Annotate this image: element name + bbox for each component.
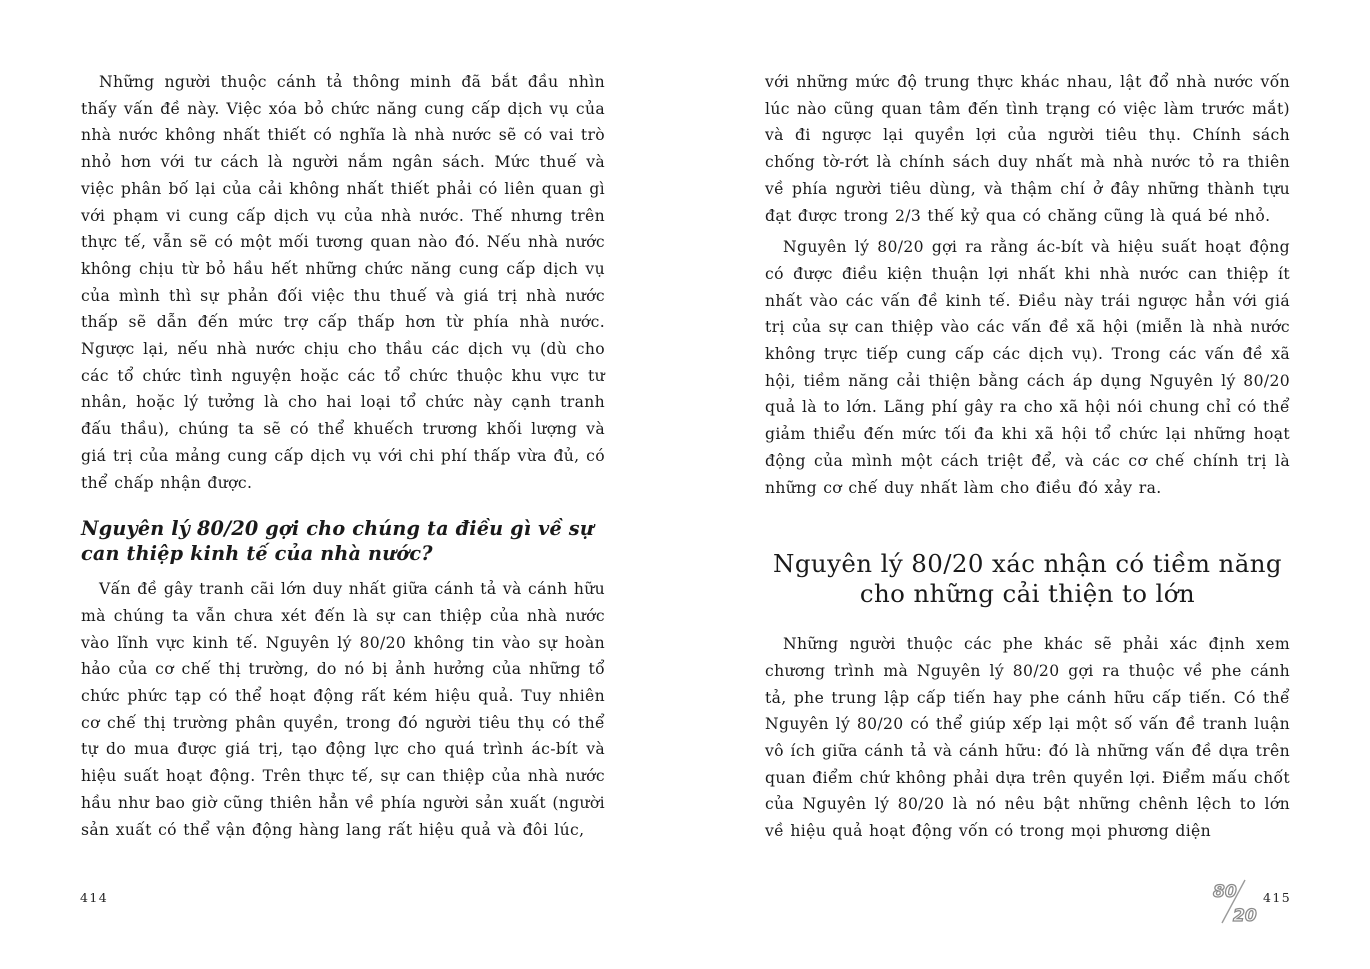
left-paragraph-2: Vấn đề gây tranh cãi lớn duy nhất giữa cánh tả và cánh hữu mà chúng ta vẫn chưa xét đến là sự can thiệp của nhà nước vào lĩnh vực kinh tế. Nguyên lý 80/20 không tin vào sự hoàn hảo của cơ chế thị trường, do nó bị ảnh hưởng của những tổ chức phức tạp có thể hoạt động rất kém hiệu quả. Tuy nhiên cơ chế thị trường phân quyền, trong đó người tiêu thụ có thể tự do mua được giá trị, tạo động lực cho quá trình ác-bít và hiệu suất hoạt động. Trên thực tế, sự can thiệp của nhà nước hầu như bao giờ cũng thiên hẳn về phía người sản xuất (người sản xuất có thể vận động hàng lang rất hiệu quả và đôi lúc, [81, 580, 605, 839]
book-logo-80-20 [1212, 877, 1262, 925]
section-heading [765, 549, 1290, 609]
section-heading-line-1: Nguyên lý 80/20 xác nhận có tiềm năng [772, 549, 1282, 579]
left-text-column [81, 69, 605, 843]
logo-top-number: 80 [1213, 882, 1237, 902]
right-page [685, 0, 1370, 969]
right-paragraph-1: với những mức độ trung thực khác nhau, lật đổ nhà nước vốn lúc nào cũng quan tâm đến tình trạng có việc làm trước mắt) và đi ngược lại quyền lợi của người tiêu thụ. Chính sách chống tờ-rớt là chính sách duy nhất mà nhà nước tỏ ra thiên về phía người tiêu dùng, và thậm chí ở đây những thành tựu đạt được trong 2/3 thế kỷ qua có chăng cũng là quá bé nhỏ. [765, 73, 1290, 225]
right-page-number: 415 [1263, 890, 1292, 905]
logo-bottom-number: 20 [1233, 906, 1257, 925]
right-text-column [765, 69, 1290, 845]
right-paragraph-2: Nguyên lý 80/20 gợi ra rằng ác-bít và hiệu suất hoạt động có được điều kiện thuận lợi nhất khi nhà nước can thiệp ít nhất vào các vấn đề kinh tế. Điều này trái ngược hẳn với giá trị của sự can thiệp vào các vấn đề xã hội (miễn là nhà nước không trực tiếp cung cấp các dịch vụ). Trong các vấn đề xã hội, tiềm năng cải thiện bằng cách áp dụng Nguyên lý 80/20 quả là to lớn. Lãng phí gây ra cho xã hội nói chung chỉ có thể giảm thiểu đến mức tối đa khi xã hội tổ chức lại những hoạt động của mình một cách triệt để, và các cơ chế chính trị là những cơ chế duy nhất làm cho điều đó xảy ra. [765, 238, 1290, 497]
right-paragraph-3: Những người thuộc các phe khác sẽ phải xác định xem chương trình mà Nguyên lý 80/20 gợi ra thuộc về phe cánh tả, phe trung lập cấp tiến hay phe cánh hữu cấp tiến. Có thể Nguyên lý 80/20 có thể giúp xếp lại một số vấn đề tranh luận vô ích giữa cánh tả và cánh hữu: đó là những vấn đề dựa trên quan điểm chứ không phải dựa trên quyền lợi. Điểm mấu chốt của Nguyên lý 80/20 là nó nêu bật những chênh lệch to lớn về hiệu quả hoạt động vốn có trong mọi phương diện [765, 635, 1290, 841]
section-heading-line-2: cho những cải thiện to lớn [859, 579, 1196, 609]
left-paragraph-1: Những người thuộc cánh tả thông minh đã bắt đầu nhìn thấy vấn đề này. Việc xóa bỏ chức năng cung cấp dịch vụ của nhà nước không nhất thiết có nghĩa là nhà nước sẽ có vai trò nhỏ hơn với tư cách là người nắm ngân sách. Mức thuế và việc phân bố lại của cải không nhất thiết phải có liên quan gì với phạm vi cung cấp dịch vụ của nhà nước. Thế nhưng trên thực tế, vẫn sẽ có một mối tương quan nào đó. Nếu nhà nước không chịu từ bỏ hầu hết những chức năng cung cấp dịch vụ của mình thì sự phản đối việc thu thuế và giá trị nhà nước thấp sẽ dẫn đến mức trợ cấp thấp hơn từ phía nhà nước. Ngược lại, nếu nhà nước chịu cho thầu các dịch vụ (dù cho các tổ chức tình nguyện hoặc các tổ chức thuộc khu vực tư nhân, hoặc lý tưởng là cho hai loại tổ chức này cạnh tranh đấu thầu), chúng ta sẽ có thể khuếch trương khối lượng và giá trị của mảng cung cấp dịch vụ với chi phí thấp vừa đủ, có thể chấp nhận được. [81, 73, 605, 492]
left-page-number: 414 [80, 890, 109, 905]
left-subheading: Nguyên lý 80/20 gợi cho chúng ta điều gì về sự can thiệp kinh tế của nhà nước? [81, 517, 594, 566]
